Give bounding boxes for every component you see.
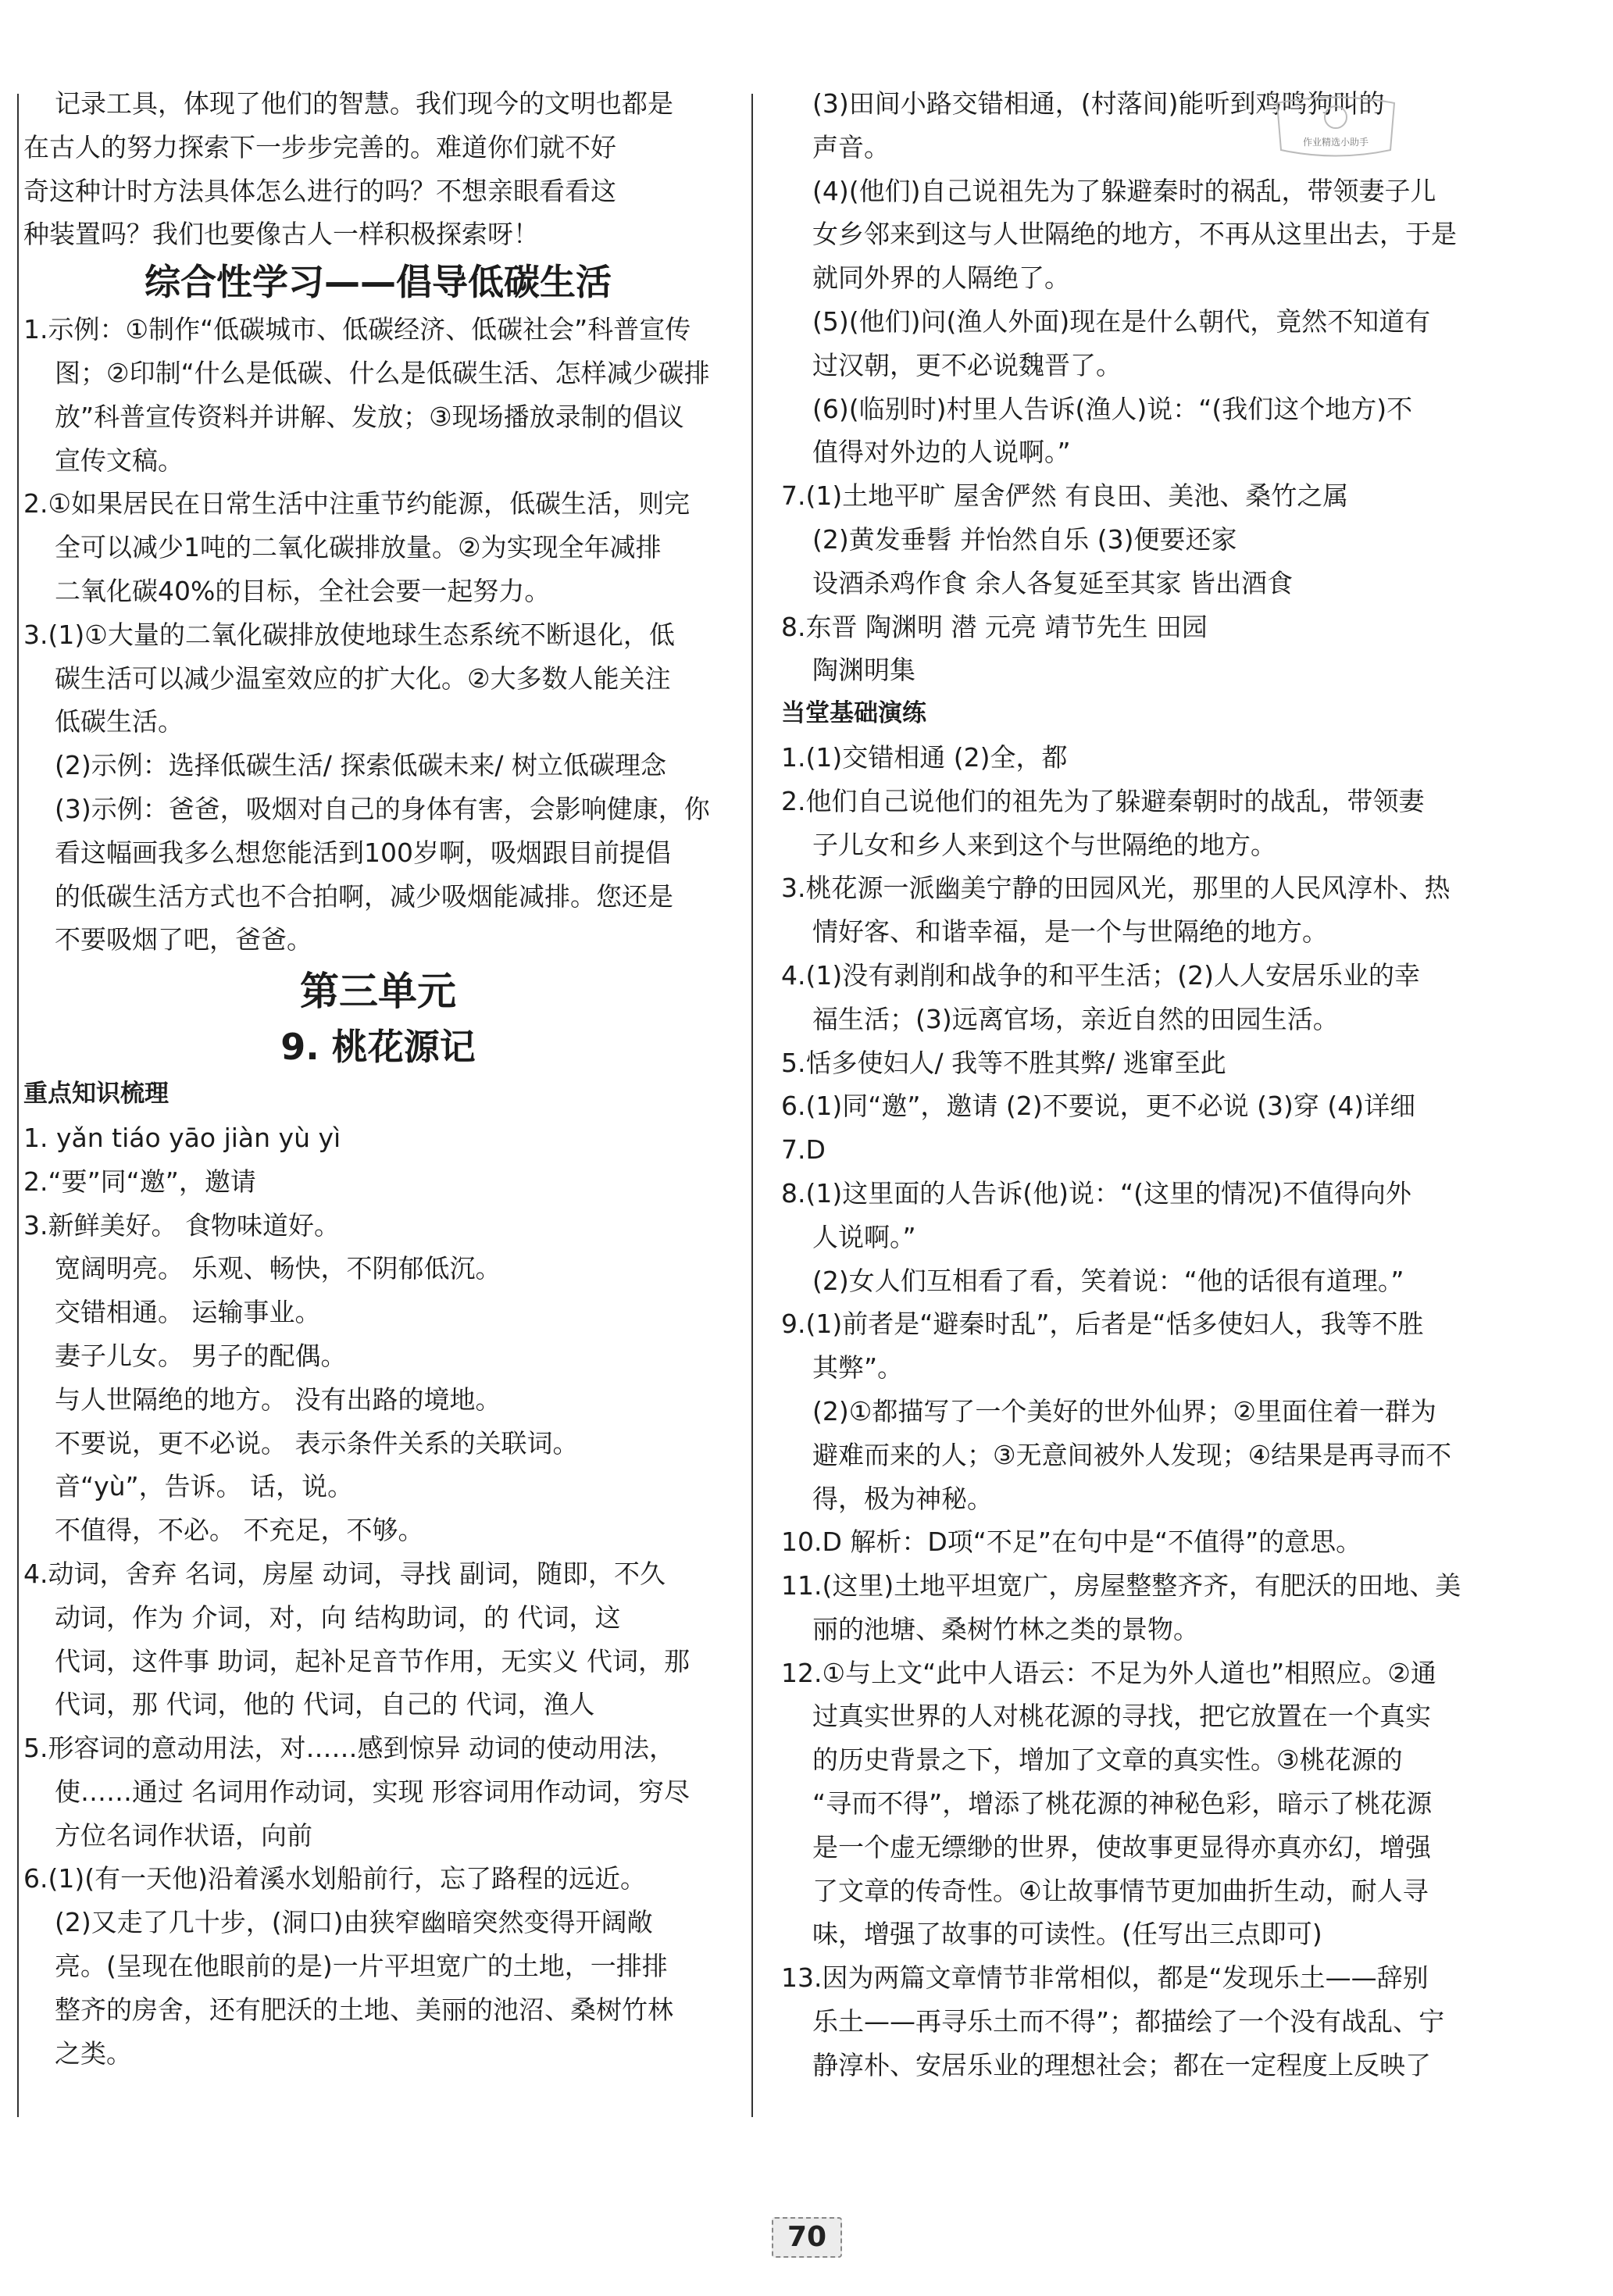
- text-line: 音“yù”，告诉。 话，说。: [55, 1471, 354, 1502]
- text-line: 之类。: [55, 2037, 132, 2069]
- answers-block-a: [23, 308, 733, 962]
- text-line: 得，极为神秘。: [812, 1483, 993, 1514]
- text-line: (2)黄发垂髫 并怡然自乐 (3)便要还家: [812, 523, 1237, 555]
- text-line: 5.恬多使妇人/ 我等不胜其弊/ 逃窜至此: [781, 1047, 1226, 1078]
- text-line: 11.(这里)土地平坦宽广，房屋整整齐齐，有肥沃的田地、美: [781, 1570, 1461, 1601]
- text-line: (2)①都描写了一个美好的世外仙界；②里面住着一群为: [812, 1395, 1436, 1427]
- text-line: 4.(1)没有剥削和战争的和平生活；(2)人人安居乐业的幸: [781, 959, 1420, 991]
- text-line: 不要吸烟了吧，爸爸。: [55, 924, 312, 955]
- text-line: 13.因为两篇文章情节非常相似，都是“发现乐土——辞别: [781, 1962, 1429, 1994]
- text-line: 乐土——再寻乐土而不得”；都描绘了一个没有战乱、宁: [812, 2006, 1445, 2037]
- text-line: 避难而来的人；③无意间被外人发现；④结果是再寻而不: [812, 1439, 1452, 1470]
- text-line: 1.(1)交错相通 (2)全，都: [781, 741, 1068, 773]
- text-line: 设酒杀鸡作食 余人各复延至其家 皆出酒食: [812, 567, 1293, 598]
- text-line: 2.“要”同“邀”，邀请: [23, 1166, 256, 1197]
- text-line: (3)示例：爸爸，吸烟对自己的身体有害，会影响健康，你: [55, 793, 710, 824]
- text-line: 记录工具，体现了他们的智慧。我们现今的文明也都是: [55, 88, 673, 119]
- answers-block-c: [781, 82, 1562, 692]
- text-line: 就同外界的人隔绝了。: [812, 262, 1070, 294]
- text-line: 3.桃花源一派幽美宁静的田园风光，那里的人民风淳朴、热: [781, 873, 1451, 904]
- text-line: 图；②印制“什么是低碳、什么是低碳生活、怎样减少碳排: [55, 357, 710, 388]
- text-line: 12.①与上文“此中人语云：不足为外人道也”相照应。②通: [781, 1657, 1436, 1688]
- text-line: 3.(1)①大量的二氧化碳排放使地球生态系统不断退化，低: [23, 619, 675, 650]
- chapter-title: 9. 桃花源记: [280, 1026, 476, 1069]
- text-line: 看这幅画我多么想您能活到100岁啊，吸烟跟目前提倡: [55, 837, 671, 868]
- text-line: 全可以减少1吨的二氧化碳排放量。②为实现全年减排: [55, 532, 662, 563]
- subhead-knowledge: 重点知识梳理: [23, 1080, 169, 1109]
- text-line: 情好客、和谐幸福，是一个与世隔绝的地方。: [812, 916, 1328, 948]
- text-line: 亮。(呈现在他眼前的是)一片平坦宽广的土地，一排排: [55, 1951, 668, 1982]
- text-line: 宣传文稿。: [55, 445, 184, 476]
- text-line: 动词，作为 介词，对，向 结构助词，的 代词，这: [55, 1601, 621, 1633]
- text-line: 8.(1)这里面的人告诉(他)说：“(这里的情况)不值得向外: [781, 1177, 1411, 1209]
- text-line: 不值得，不必。 不充足，不够。: [55, 1515, 424, 1546]
- text-line: 2.①如果居民在日常生活中注重节约能源，低碳生活，则完: [23, 488, 691, 520]
- text-line: 在古人的努力探索下一步步完善的。难道你们就不好: [23, 131, 616, 162]
- left-column: [23, 82, 733, 2075]
- text-line: 二氧化碳40%的目标，全社会要一起努力。: [55, 575, 551, 606]
- text-line: 6.(1)同“邀”，邀请 (2)不要说，更不必说 (3)穿 (4)详细: [781, 1091, 1416, 1122]
- text-line: (5)(他们)问(渔人外面)现在是什么朝代，竟然不知道有: [812, 305, 1431, 337]
- text-line: 9.(1)前者是“避秦时乱”，后者是“恬多使妇人，我等不胜: [781, 1309, 1424, 1340]
- text-line: 奇这种计时方法具体怎么进行的吗？不想亲眼看看这: [23, 175, 616, 206]
- text-line: 3.新鲜美好。 食物味道好。: [23, 1209, 340, 1241]
- answers-block-b: [23, 1116, 733, 2076]
- text-line: 值得对外边的人说啊。”: [812, 437, 1071, 468]
- text-line: 交错相通。 运输事业。: [55, 1297, 321, 1328]
- text-line: 女乡邻来到这与人世隔绝的地方，不再从这里出去，于是: [812, 219, 1457, 250]
- text-line: “寻而不得”，增添了桃花源的神秘色彩，暗示了桃花源: [812, 1788, 1433, 1819]
- text-line: 碳生活可以减少温室效应的扩大化。②大多数人能关注: [55, 662, 671, 694]
- text-line: 使……通过 名词用作动词，实现 形容词用作动词，穷尽: [55, 1776, 690, 1807]
- text-line: (2)示例：选择低碳生活/ 探索低碳未来/ 树立低碳理念: [55, 750, 666, 781]
- right-column: [781, 82, 1562, 2087]
- text-line: 妻子儿女。 男子的配偶。: [55, 1340, 347, 1371]
- text-line: 6.(1)(有一天他)沿着溪水划船前行，忘了路程的远近。: [23, 1863, 646, 1894]
- text-line: 低碳生活。: [55, 706, 184, 737]
- text-line: 声音。: [812, 131, 890, 162]
- text-line: 1.示例：①制作“低碳城市、低碳经济、低碳社会”科普宣传: [23, 314, 691, 345]
- text-line: 种装置吗？我们也要像古人一样积极探索呀！: [23, 219, 539, 250]
- text-line: (2)又走了几十步，(洞口)由狭窄幽暗突然变得开阔敞: [55, 1907, 653, 1938]
- text-line: 是一个虚无缥缈的世界，使故事更显得亦真亦幻，增强: [812, 1831, 1431, 1862]
- text-line: 味，增强了故事的可读性。(任写出三点即可): [812, 1919, 1322, 1950]
- text-line: 的历史背景之下，增加了文章的真实性。③桃花源的: [812, 1744, 1403, 1776]
- text-line: 的低碳生活方式也不合拍啊，减少吸烟能减排。您还是: [55, 880, 673, 912]
- text-line: 放”科普宣传资料并讲解、发放；③现场播放录制的倡议: [55, 401, 684, 432]
- text-line: 1. yǎn tiáo yāo jiàn yù yì: [23, 1122, 341, 1153]
- column-divider: [751, 94, 753, 2117]
- text-line: 过汉朝，更不必说魏晋了。: [812, 349, 1122, 380]
- section-title: 综合性学习——倡导低碳生活: [145, 261, 612, 304]
- text-line: 了文章的传奇性。④让故事情节更加曲折生动，耐人寻: [812, 1875, 1429, 1906]
- text-line: 2.他们自己说他们的祖先为了躲避秦朝时的战乱，带领妻: [781, 785, 1425, 816]
- text-line: 10.D 解析：D项“不足”在句中是“不值得”的意思。: [781, 1527, 1362, 1558]
- text-line: 人说啊。”: [812, 1221, 916, 1252]
- text-line: 过真实世界的人对桃花源的寻找，把它放置在一个真实: [812, 1701, 1431, 1732]
- text-line: 7.D: [781, 1134, 826, 1166]
- text-line: 与人世隔绝的地方。 没有出路的境地。: [55, 1384, 501, 1415]
- text-line: 其弊”。: [812, 1352, 904, 1384]
- answers-block-d: [781, 736, 1562, 2087]
- text-line: 方位名词作状语，向前: [55, 1819, 312, 1851]
- text-line: 8.东晋 陶渊明 潜 元亮 靖节先生 田园: [781, 611, 1208, 642]
- text-line: 宽阔明亮。 乐观、畅快，不阴郁低沉。: [55, 1253, 501, 1284]
- left-margin-rule: [17, 94, 19, 2117]
- text-line: 整齐的房舍，还有肥沃的土地、美丽的池沼、桑树竹林: [55, 1994, 673, 2025]
- text-line: 丽的池塘、桑树竹林之类的景物。: [812, 1613, 1199, 1644]
- watermark-stamp-icon: [1261, 87, 1410, 173]
- text-line: 陶渊明集: [812, 655, 915, 686]
- text-line: 子儿女和乡人来到这个与世隔绝的地方。: [812, 829, 1276, 860]
- text-line: 7.(1)土地平旷 屋舍俨然 有良田、美池、桑竹之属: [781, 480, 1349, 512]
- text-line: 5.形容词的意动用法，对……感到惊异 动词的使动用法，: [23, 1733, 675, 1764]
- text-line: 4.动词，舍弃 名词，房屋 动词，寻找 副词，随即，不久: [23, 1558, 666, 1589]
- text-line: (4)(他们)自己说祖先为了躲避秦时的祸乱，带领妻子儿: [812, 175, 1436, 206]
- unit-title: 第三单元: [300, 969, 456, 1015]
- page-number: 70: [772, 2217, 842, 2258]
- text-line: (6)(临别时)村里人告诉(渔人)说：“(我们这个地方)不: [812, 393, 1413, 424]
- text-line: 不要说，更不必说。 表示条件关系的关联词。: [55, 1427, 579, 1459]
- subhead-practice: 当堂基础演练: [781, 699, 926, 728]
- text-line: 代词，那 代词，他的 代词，自己的 代词，渔人: [55, 1689, 595, 1720]
- stamp-label: 作业精选小助手: [1302, 137, 1369, 148]
- intro-paragraph: [23, 82, 733, 256]
- text-line: 福生活；(3)远离官场，亲近自然的田园生活。: [812, 1003, 1339, 1034]
- text-line: 代词，这件事 助词，起补足音节作用，无实义 代词，那: [55, 1645, 690, 1676]
- text-line: (3)田间小路交错相通，(村落间)能听到鸡鸣狗叫的: [812, 88, 1385, 119]
- text-line: (2)女人们互相看了看，笑着说：“他的话很有道理。”: [812, 1265, 1404, 1296]
- text-line: 静淳朴、安居乐业的理想社会；都在一定程度上反映了: [812, 2049, 1431, 2080]
